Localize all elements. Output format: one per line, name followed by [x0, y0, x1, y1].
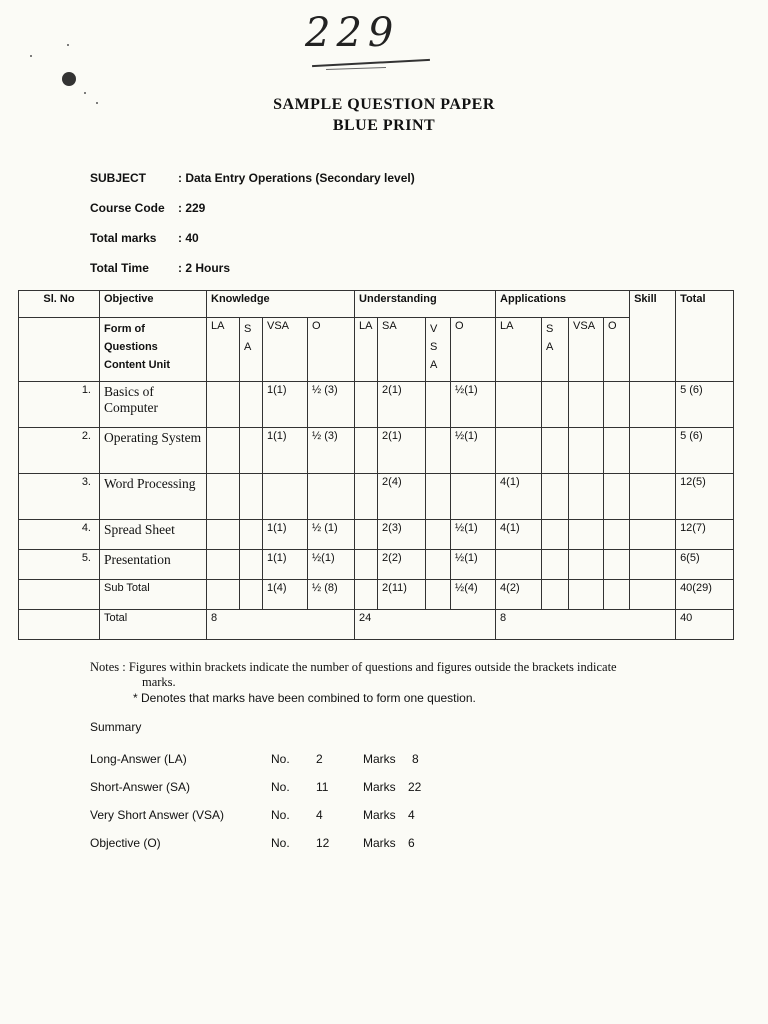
cell — [240, 550, 263, 580]
cell — [604, 550, 630, 580]
cell-u-o: ½(1) — [451, 550, 496, 580]
col-understanding: Understanding — [355, 291, 496, 318]
cell — [542, 428, 569, 474]
cell — [630, 580, 676, 610]
cell — [630, 520, 676, 550]
scan-speck — [67, 44, 69, 46]
summary-marks: 4 — [408, 808, 415, 822]
sub-u-o: O — [451, 318, 496, 382]
cell-sl: 3. — [19, 474, 100, 520]
cell — [355, 474, 378, 520]
col-skill: Skill — [630, 291, 676, 382]
table-row — [19, 550, 734, 580]
cell — [240, 474, 263, 520]
cell — [240, 382, 263, 428]
cell — [207, 428, 240, 474]
summary-label: Long-Answer (LA) — [90, 752, 187, 766]
cell-unit: Spread Sheet — [100, 520, 207, 550]
cell-k-o — [308, 474, 355, 520]
cell — [240, 580, 263, 610]
sub-a-vsa: VSA — [569, 318, 604, 382]
cell-sl: 4. — [19, 520, 100, 550]
meta-total-time — [90, 261, 230, 275]
notes-line: Notes : Figures within brackets indicate the number of questions and figures outside the brackets indicate — [90, 660, 617, 674]
meta-value: : 40 — [178, 231, 199, 245]
cell — [426, 520, 451, 550]
summary-marks-label: Marks — [363, 780, 396, 794]
cell — [207, 520, 240, 550]
cell — [542, 520, 569, 550]
cell-u-o — [451, 474, 496, 520]
summary-label: Very Short Answer (VSA) — [90, 808, 225, 822]
cell — [355, 520, 378, 550]
sub-k-la: LA — [207, 318, 240, 382]
cell-k-o: ½ (1) — [308, 520, 355, 550]
cell-u-o: ½(1) — [451, 382, 496, 428]
cell — [542, 550, 569, 580]
sub-k-sa — [240, 318, 263, 382]
cell-u-sa: 2(1) — [378, 428, 426, 474]
cell-knowledge-total: 8 — [207, 610, 355, 640]
sub-u-sa: SA — [378, 318, 426, 382]
cell-a-la — [496, 550, 542, 580]
summary-label: Short-Answer (SA) — [90, 780, 191, 794]
cell — [569, 428, 604, 474]
meta-total-marks — [90, 231, 199, 245]
col-applications: Applications — [496, 291, 630, 318]
page-title: SAMPLE QUESTION PAPER — [273, 96, 495, 113]
table-row — [19, 382, 734, 428]
label-line: A — [244, 341, 252, 353]
cell-total: 12(5) — [676, 474, 734, 520]
cell — [542, 382, 569, 428]
cell-k-vsa: 1(1) — [263, 520, 308, 550]
summary-no-label: No. — [271, 808, 290, 822]
summary-no-label: No. — [271, 780, 290, 794]
cell-k-vsa: 1(4) — [263, 580, 308, 610]
cell-a-la: 4(2) — [496, 580, 542, 610]
table-subheader-row — [19, 318, 734, 382]
table-row — [19, 428, 734, 474]
cell-applications-total: 8 — [496, 610, 676, 640]
label-line: A — [546, 341, 554, 353]
summary-no: 4 — [316, 808, 323, 822]
sub-u-vsa — [426, 318, 451, 382]
punch-hole — [62, 72, 76, 86]
cell-u-sa: 2(4) — [378, 474, 426, 520]
col-knowledge: Knowledge — [207, 291, 355, 318]
summary-marks-label: Marks — [363, 752, 396, 766]
blueprint-table — [18, 290, 734, 640]
cell-sl: 2. — [19, 428, 100, 474]
cell — [542, 474, 569, 520]
meta-label: Total marks — [90, 231, 157, 245]
cell — [207, 474, 240, 520]
cell-grand-total: 40 — [676, 610, 734, 640]
summary-no-label: No. — [271, 836, 290, 850]
meta-value: : 2 Hours — [178, 261, 231, 275]
meta-subject — [90, 171, 415, 185]
cell-u-o: ½(1) — [451, 428, 496, 474]
summary-marks: 8 — [412, 752, 419, 766]
cell-u-sa: 2(3) — [378, 520, 426, 550]
cell-sl: 1. — [19, 382, 100, 428]
meta-value: : 229 — [178, 201, 206, 215]
subtotal-row — [19, 580, 734, 610]
cell — [604, 520, 630, 550]
col-sl-no: Sl. No — [19, 291, 100, 318]
cell — [426, 580, 451, 610]
meta-label: Course Code — [90, 201, 165, 215]
label-line: S — [244, 323, 252, 335]
handwritten-course-code: 229 — [305, 10, 400, 56]
cell — [630, 474, 676, 520]
cell-a-la — [496, 428, 542, 474]
summary-no: 12 — [316, 836, 330, 850]
sub-u-la: LA — [355, 318, 378, 382]
cell — [207, 382, 240, 428]
cell — [19, 610, 100, 640]
cell-u-o: ½(4) — [451, 580, 496, 610]
cell-unit: Presentation — [100, 550, 207, 580]
cell-total-label: Total — [100, 610, 207, 640]
cell-total: 5 (6) — [676, 428, 734, 474]
cell-u-sa: 2(2) — [378, 550, 426, 580]
cell — [604, 382, 630, 428]
meta-value: : Data Entry Operations (Secondary level) — [178, 171, 415, 185]
cell-u-o: ½(1) — [451, 520, 496, 550]
table-header-row — [19, 291, 734, 318]
cell — [426, 382, 451, 428]
scan-speck — [84, 92, 86, 94]
summary-no: 2 — [316, 752, 323, 766]
cell-total: 40(29) — [676, 580, 734, 610]
cell-a-la: 4(1) — [496, 520, 542, 550]
cell — [630, 382, 676, 428]
cell-k-o: ½(1) — [308, 550, 355, 580]
cell-k-vsa: 1(1) — [263, 550, 308, 580]
label-line: Questions — [104, 341, 158, 353]
scan-speck — [30, 55, 32, 57]
cell-unit: Operating System — [100, 428, 207, 474]
sub-k-vsa: VSA — [263, 318, 308, 382]
cell-k-vsa: 1(1) — [263, 428, 308, 474]
table-row — [19, 520, 734, 550]
notes — [90, 660, 710, 690]
summary-heading: Summary — [90, 720, 142, 734]
cell — [426, 550, 451, 580]
handwritten-underline — [326, 67, 386, 70]
label-line: Content Unit — [104, 359, 170, 371]
page-subtitle: BLUE PRINT — [332, 117, 436, 134]
cell — [630, 550, 676, 580]
cell-total: 12(7) — [676, 520, 734, 550]
meta-course-code — [90, 201, 205, 215]
cell — [630, 428, 676, 474]
cell — [569, 474, 604, 520]
col-total: Total — [676, 291, 734, 382]
form-of-questions-label — [100, 318, 207, 382]
cell — [569, 550, 604, 580]
sub-a-sa — [542, 318, 569, 382]
cell — [426, 428, 451, 474]
cell — [542, 580, 569, 610]
sub-a-o: O — [604, 318, 630, 382]
cell — [355, 382, 378, 428]
cell-understanding-total: 24 — [355, 610, 496, 640]
cell — [604, 428, 630, 474]
cell-total: 5 (6) — [676, 382, 734, 428]
sub-a-la: LA — [496, 318, 542, 382]
cell — [604, 474, 630, 520]
cell — [240, 428, 263, 474]
cell-unit: Basics of Computer — [100, 382, 207, 428]
empty-cell — [19, 318, 100, 382]
handwritten-underline — [312, 59, 430, 67]
summary-marks-label: Marks — [363, 808, 396, 822]
cell — [426, 474, 451, 520]
label-line: S — [546, 323, 554, 335]
cell-a-la — [496, 382, 542, 428]
cell — [569, 520, 604, 550]
cell — [569, 382, 604, 428]
col-objective: Objective — [100, 291, 207, 318]
cell-a-la: 4(1) — [496, 474, 542, 520]
cell-u-sa: 2(11) — [378, 580, 426, 610]
summary-marks-label: Marks — [363, 836, 396, 850]
table-row — [19, 474, 734, 520]
summary-no-label: No. — [271, 752, 290, 766]
cell-unit: Word Processing — [100, 474, 207, 520]
cell-subtotal-label: Sub Total — [100, 580, 207, 610]
cell-k-vsa: 1(1) — [263, 382, 308, 428]
total-row — [19, 610, 734, 640]
cell — [355, 428, 378, 474]
label-line: V — [430, 323, 438, 335]
cell — [569, 580, 604, 610]
cell — [355, 550, 378, 580]
meta-label: Total Time — [90, 261, 149, 275]
cell-total: 6(5) — [676, 550, 734, 580]
summary-marks: 22 — [408, 780, 422, 794]
cell-k-o: ½ (3) — [308, 382, 355, 428]
cell-k-vsa — [263, 474, 308, 520]
cell-u-sa: 2(1) — [378, 382, 426, 428]
cell-k-o: ½ (8) — [308, 580, 355, 610]
label-line: S — [430, 341, 438, 353]
cell — [207, 550, 240, 580]
summary-no: 11 — [316, 780, 329, 794]
summary-marks: 6 — [408, 836, 415, 850]
notes-asterisk-line: * Denotes that marks have been combined to form one question. — [133, 691, 476, 705]
cell — [240, 520, 263, 550]
cell — [19, 580, 100, 610]
cell — [355, 580, 378, 610]
notes-line: marks. — [142, 675, 176, 689]
cell-k-o: ½ (3) — [308, 428, 355, 474]
cell-sl: 5. — [19, 550, 100, 580]
meta-label: SUBJECT — [90, 171, 147, 185]
label-line: Form of — [104, 323, 145, 335]
cell — [207, 580, 240, 610]
cell — [604, 580, 630, 610]
sub-k-o: O — [308, 318, 355, 382]
label-line: A — [430, 359, 438, 371]
summary-label: Objective (O) — [90, 836, 161, 850]
